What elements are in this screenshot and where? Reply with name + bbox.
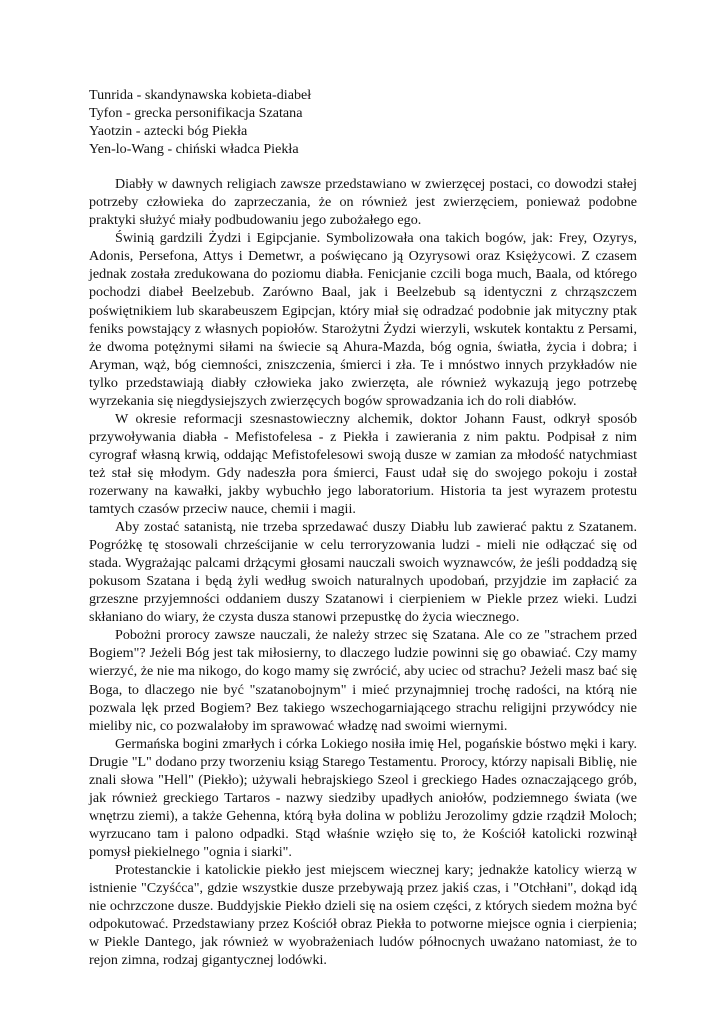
demon-list	[89, 86, 637, 158]
paragraph-ancient-gods: Świnią gardzili Żydzi i Egipcjanie. Symbolizowała ona takich bogów, jak: Frey, Ozyrys, Adonis, Persefona, Attys i Demetwr, a poświęcano ją Ozyrysowi oraz Księżycowi. Z czasem jednak została zredukowana do poziomu diabła. Fenicjanie czcili boga much, Baala, od którego pochodzi diabeł Beelzebub. Zarówno Baal, jak i Beelzebub są identyczni z chrząszczem poświętnikiem lub skarabeuszem Egipcjan, który miał się odradzać podobnie jak mityczny ptak feniks powstający z własnych popiołów. Starożytni Żydzi wierzyli, wskutek kontaktu z Persami, że dwoma potężnymi siłami na świecie są Ahura-Mazda, bóg ognia, światła, życia i dobra; i Aryman, wąż, bóg ciemności, zniszczenia, śmierci i zła. Te i mnóstwo innych przykładów nie tylko przedstawiają diabły człowieka jako zwierzęta, ale również wykazują jego potrzebę wyrzekania się niegdysiejszych zwierzęcych bogów sprowadzania ich do roli diabłów.	[89, 230, 637, 409]
paragraph-fear-of-god: Pobożni prorocy zawsze nauczali, że należy strzec się Szatana. Ale co ze "strachem przed Bogiem"? Jeżeli Bóg jest tak miłosierny, to dlaczego ludzie powinni się go obawiać. Czy mamy wierzyć, że nie ma nikogo, do kogo mamy się zwrócić, aby uciec od strachu? Jeżeli masz bać się Boga, to dlaczego nie być "szatanobojnym" i mieć przynajmniej trochę radości, na którą nie pozwala lęk przed Bogiem? Bez takiego wszechogarniającego strachu religijni przywódcy nie mieliby nic, co pozwalałoby im sprawować władzę nad swoimi wiernymi.	[89, 627, 637, 734]
list-item: Yen-lo-Wang - chiński władca Piekła	[89, 141, 299, 158]
section-spacer	[89, 158, 637, 175]
paragraph-satanist: Aby zostać satanistą, nie trzeba sprzedawać duszy Diabłu lub zawierać paktu z Szatanem. Pogróżkę tę stosowali chrześcijanie w celu terroryzowania ludzi - mieli nie odłączać się od stada. Wygrażając palcami drżącymi głosami nauczali swoich wyznawców, że jeśli poddadzą się pokusom Szatana i będą żyli według swoich naturalnych upodobań, przyjdzie im zapłacić za grzeszne przyjemności oddaniem duszy Szatanowi i cierpieniem w Piekle przez wieki. Ludzi skłaniano do wiary, że czysta dusza stanowi przepustkę do życia wiecznego.	[89, 519, 637, 626]
paragraph-faust: W okresie reformacji szesnastowieczny alchemik, doktor Johann Faust, odkrył sposób przywoływania diabła - Mefistofelesa - z Piekła i zawierania z nim paktu. Podpisał z nim cyrograf własną krwią, oddając Mefistofelesowi swoją dusze w zamian za młodość natychmiast też stał się młodym. Gdy nadeszła pora śmierci, Faust udał się do swojego pokoju i został rozerwany na kawałki, jakby wybuchło jego laboratorium. Historia ta jest wyrazem protestu tamtych czasów przeciw nauce, chemii i magii.	[89, 410, 637, 518]
paragraph-animal-devils: Diabły w dawnych religiach zawsze przedstawiano w zwierzęcej postaci, co dowodzi stałej potrzeby człowieka do zaprzeczania, że on również jest zwierzęciem, ponieważ podobne praktyki służyć miały podbudowaniu jego zubożałego ego.	[89, 176, 637, 229]
list-item: Tunrida - skandynawska kobieta-diabeł	[89, 87, 312, 103]
paragraph-hel: Germańska bogini zmarłych i córka Lokiego nosiła imię Hel, pogańskie bóstwo męki i kary. Drugie "L" dodano przy tworzeniu ksiąg Starego Testamentu. Prorocy, którzy napisali Biblię, nie znali słowa "Hell" (Piekło); używali hebrajskiego Szeol i greckiego Hades oznaczającego grób, jak również greckiego Tartaros - nazwy siedziby upadłych aniołów, podziemnego świata (we wnętrzu ziemi), a także Gehenna, którą była dolina w pobliżu Jerozolimy gdzie rządził Moloch; wyrzucano tam i palono odpadki. Stąd właśnie wzięło się to, że Kościół katolicki rozwinął pomysł piekielnego "ognia i siarki".	[89, 735, 637, 860]
list-item: Yaotzin - aztecki bóg Piekła	[89, 123, 248, 140]
list-item: Tyfon - grecka personifikacja Szatana	[89, 105, 303, 122]
paragraph-hell-types: Protestanckie i katolickie piekło jest miejscem wiecznej kary; jednakże katolicy wierzą w istnienie "Czyśćca", gdzie wszystkie dusze przebywają przez jakiś czas, i "Otchłani", dokąd idą nie ochrzczone dusze. Buddyjskie Piekło dzieli się na osiem części, z których siedem można być odpokutować. Przedstawiany przez Kościół obraz Piekła to potworne miejsce ognia i cierpienia; w Piekle Dantego, jak również w wyobrażeniach ludów północnych uważano natomiast, że to rejon zimna, rodzaj gigantycznej lodówki.	[89, 861, 637, 969]
document-body	[89, 86, 637, 969]
